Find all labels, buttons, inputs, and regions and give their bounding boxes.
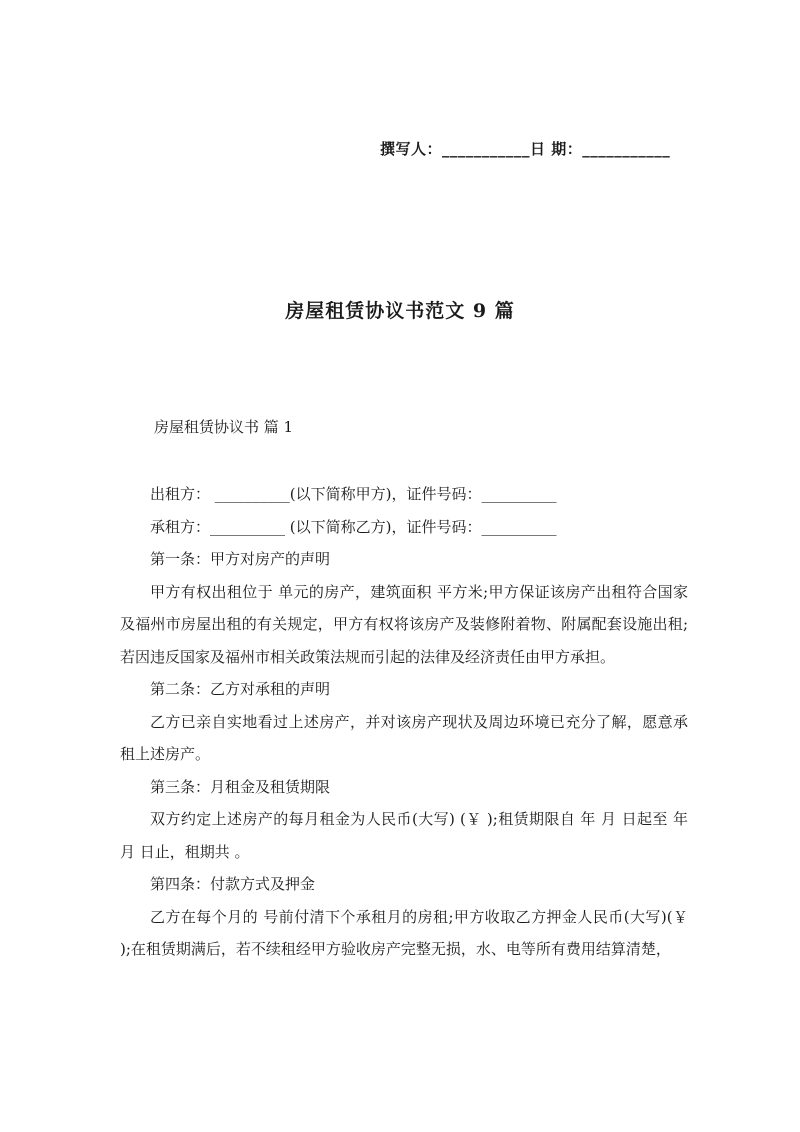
clause-4-text: 乙方在每个月的 号前付清下个承租月的房租;甲方收取乙方押金人民币(大写)(￥ );在租赁期满后，若不续租经甲方验收房产完整无损，水、电等所有费用结算清楚，	[120, 907, 688, 958]
document-title: 房屋租赁协议书范文 9 篇	[285, 300, 515, 322]
clause-3-text: 双方约定上述房产的每月租金为人民币(大写) (￥ );租赁期限自 年 月 日起至 年 月 日止，租期共 。	[120, 810, 688, 861]
date-blank: ___________	[582, 140, 671, 158]
clause-2-heading: 第二条：乙方对承租的声明	[150, 680, 331, 698]
document-subtitle: 房屋租赁协议书 篇 1	[154, 418, 294, 436]
clause-4-heading: 第四条：付款方式及押金	[150, 875, 316, 893]
date-label: 日 期：	[530, 140, 583, 158]
lessee-line: 承租方：__________ (以下简称乙方)，证件号码：__________	[150, 517, 557, 536]
author-blank: ___________	[442, 140, 531, 158]
author-date-line	[380, 138, 700, 159]
clause-2-text: 乙方已亲自实地看过上述房产，并对该房产现状及周边环境已充分了解，愿意承租上述房产。	[120, 712, 688, 763]
lessor-line: 出租方： __________(以下简称甲方)，证件号码：__________	[150, 485, 557, 503]
clause-1-text: 甲方有权出租位于 单元的房产，建筑面积 平方米;甲方保证该房产出租符合国家及福州市房屋出租的有关规定，甲方有权将该房产及装修附着物、附属配套设施出租;若因违反国家及福州市相关政策法规而引起的法律及经济责任由甲方承担。	[120, 582, 688, 666]
document-body	[120, 478, 688, 966]
clause-3-heading: 第三条：月租金及租赁期限	[150, 777, 331, 796]
author-label: 撰写人：	[380, 140, 443, 158]
clause-1-heading: 第一条：甲方对房产的声明	[150, 550, 331, 568]
